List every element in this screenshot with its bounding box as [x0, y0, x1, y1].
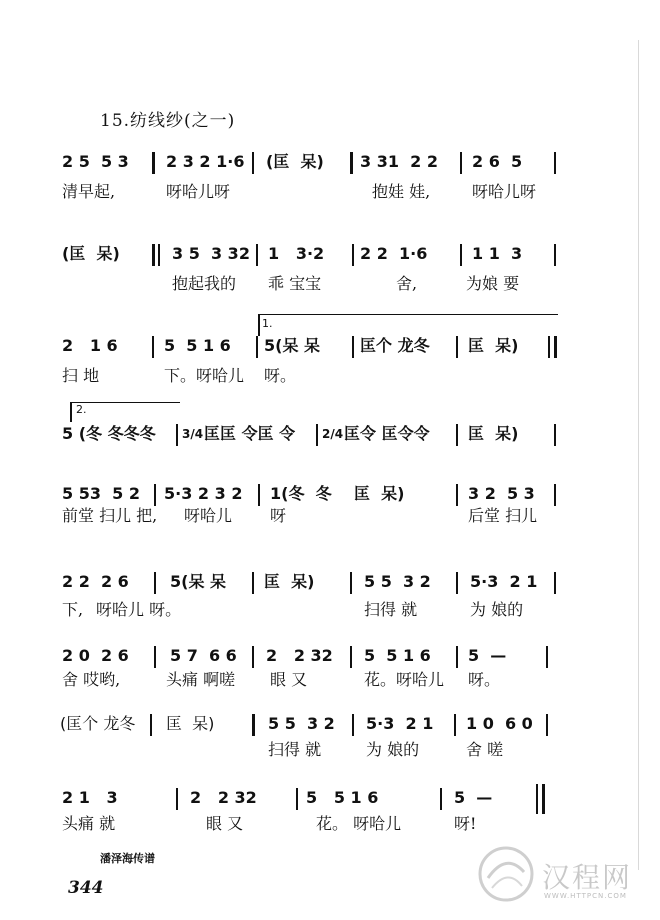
measure-notes: 2 2 2 6 [62, 572, 129, 591]
lyric-text: 花。 呀哈儿 [316, 814, 402, 833]
measure-notes: 1 3·2 [268, 244, 325, 263]
lyric-text: 呀哈儿 [184, 506, 233, 525]
lyric-text: 抱起我的 [172, 274, 237, 293]
barline [176, 788, 178, 810]
measure-notes: 匡 呆) [354, 484, 405, 503]
notation-line [0, 244, 660, 270]
time-signature: 2/4 [322, 427, 344, 441]
measure-notes: 2 2 1·6 [360, 244, 428, 263]
lyric-text: 乖 宝宝 [268, 274, 322, 293]
barline [350, 646, 352, 668]
barline [252, 572, 254, 594]
repeat-end-barline [554, 336, 557, 358]
lyrics-line [0, 670, 660, 696]
measure-notes: 5 5 3 2 [364, 572, 431, 591]
watermark-url: WWW.HTTPCN.COM [544, 892, 627, 900]
watermark-logo-icon [470, 838, 542, 910]
lyric-text: 眼 又 [270, 670, 308, 689]
repeat-start-barline [158, 244, 160, 266]
measure-notes: 5 — [468, 646, 507, 665]
measure-notes: 5(呆 呆 [264, 336, 321, 355]
lyric-text: 舍, [396, 274, 418, 293]
barline [350, 572, 352, 594]
measure-notes: (匡 呆) [266, 152, 324, 171]
notation-line [0, 317, 660, 362]
barline [440, 788, 442, 810]
lyrics-line [0, 600, 660, 626]
measure-notes: 2 5 5 3 [62, 152, 129, 171]
barline [150, 714, 152, 736]
lyric-text: 前堂 扫儿 把, [62, 506, 158, 525]
barline [460, 152, 462, 174]
lyric-text: 后堂 扫儿 [468, 506, 538, 525]
measure-notes: 1(冬 冬 [270, 484, 332, 503]
barline [296, 788, 298, 810]
barline [258, 484, 260, 506]
volta-bracket [258, 314, 558, 315]
measure-notes: 匡 呆) [264, 572, 315, 591]
barline [154, 484, 156, 506]
page-number: 344 [68, 878, 104, 898]
lyric-text: 眼 又 [206, 814, 244, 833]
lyric-text: 扫 地 [62, 366, 100, 385]
lyric-text: 为 娘的 [470, 600, 524, 619]
lyric-text: 呀! [454, 814, 477, 833]
measure-notes: 匡令 匡令令 [344, 424, 430, 443]
barline [154, 572, 156, 594]
barline [460, 244, 462, 266]
lyric-text: 扫得 就 [364, 600, 418, 619]
measure-notes: 3 5 3 32 [172, 244, 250, 263]
barline [456, 336, 458, 358]
song-title: 15.纺线纱(之一) [100, 111, 236, 131]
lyric-text: 下。呀哈儿 [164, 366, 245, 385]
barline [350, 152, 353, 174]
lyric-text: 为娘 要 [466, 274, 520, 293]
measure-notes: 2 2 32 [190, 788, 257, 807]
barline [316, 424, 318, 446]
barline [252, 646, 254, 668]
volta-bracket [70, 402, 180, 403]
barline [554, 484, 556, 506]
notation-line [0, 646, 660, 672]
measure-notes: 5 5 1 6 [164, 336, 231, 355]
measure-notes: 1 0 6 0 [466, 714, 533, 733]
measure-notes: 2 2 32 [266, 646, 333, 665]
lyric-text: 下, [62, 600, 84, 619]
final-barline [542, 784, 545, 814]
notation-line [0, 788, 660, 814]
measure-notes: 2 1 6 [62, 336, 118, 355]
barline [456, 424, 458, 446]
barline [152, 336, 154, 358]
lyric-text: 呀。 [468, 670, 501, 689]
final-barline [536, 784, 538, 814]
barline [352, 714, 354, 736]
measure-notes: 2 6 5 [472, 152, 523, 171]
volta-bracket [258, 314, 260, 336]
watermark-text: 汉程网 [542, 861, 633, 894]
volta-2-label: 2. [76, 403, 87, 416]
barline [152, 152, 155, 174]
measure-notes: 2 3 2 1·6 [166, 152, 245, 171]
measure-notes: 5 5 3 2 [268, 714, 335, 733]
measure-notes: 5 5 1 6 [306, 788, 379, 807]
lyric-text: 清早起, [62, 182, 116, 201]
measure-notes: 匡 呆) [166, 714, 215, 733]
lyric-text: 呀哈儿 呀。 [96, 600, 182, 619]
barline [154, 646, 156, 668]
lyrics-line [0, 366, 660, 392]
barline [456, 572, 458, 594]
barline [256, 244, 258, 266]
barline [456, 646, 458, 668]
barline [352, 336, 354, 358]
measure-notes: 3 31 2 2 [360, 152, 438, 171]
barline [554, 572, 556, 594]
measure-notes: 2 1 3 [62, 788, 118, 807]
barline [456, 484, 458, 506]
lyric-text: 花。呀哈儿 [364, 670, 445, 689]
measure-notes: (匡 呆) [62, 244, 120, 263]
measure-notes: 5 (冬 冬冬冬 [62, 424, 156, 443]
notation-line [0, 572, 660, 598]
notation-line [0, 403, 660, 450]
lyric-text: 呀。 [264, 366, 297, 385]
measure-notes: 5 7 6 6 [170, 646, 237, 665]
lyric-text: 舍 哎哟, [62, 670, 121, 689]
measure-notes: 5·3 2 1 [366, 714, 434, 733]
measure-notes: 5 5 1 6 [364, 646, 431, 665]
barline [252, 152, 254, 174]
lyric-text: 为 娘的 [366, 740, 420, 759]
barline [546, 714, 548, 736]
barline [454, 714, 456, 736]
barline [256, 336, 258, 358]
measure-notes: (匡个 龙冬 [60, 714, 136, 733]
measure-notes: 1 1 3 [472, 244, 523, 263]
measure-notes: 5·3 2 1 [470, 572, 538, 591]
lyric-text: 呀哈儿呀 [166, 182, 231, 201]
measure-notes: 3 2 5 3 [468, 484, 535, 503]
lyrics-line [0, 274, 660, 300]
barline [176, 424, 178, 446]
lyric-text: 呀哈儿呀 [472, 182, 537, 201]
notation-line [0, 714, 660, 740]
time-signature: 3/4 [182, 427, 204, 441]
barline [252, 714, 255, 736]
lyrics-line [0, 506, 660, 532]
lyrics-line [0, 182, 660, 208]
barline [352, 244, 354, 266]
measure-notes: 匡个 龙冬 [360, 336, 430, 355]
measure-notes: 5·3 2 3 2 [164, 484, 243, 503]
lyrics-line [0, 814, 660, 840]
lyric-text: 舍 嗟 [466, 740, 504, 759]
measure-notes: 2 0 2 6 [62, 646, 129, 665]
lyric-text: 扫得 就 [268, 740, 322, 759]
transcriber-credit: 潘泽海传谱 [100, 852, 155, 865]
measure-notes: 5 53 5 2 [62, 484, 140, 503]
repeat-end-barline [548, 336, 550, 358]
barline [546, 646, 548, 668]
repeat-start-barline [152, 244, 155, 266]
barline [554, 152, 556, 174]
lyric-text: 头痛 就 [62, 814, 116, 833]
measure-notes: 匡 呆) [468, 336, 519, 355]
measure-notes: 5(呆 呆 [170, 572, 227, 591]
volta-bracket [70, 402, 72, 422]
lyric-text: 抱娃 娃, [372, 182, 431, 201]
lyric-text: 呀 [270, 506, 287, 525]
site-watermark [470, 838, 650, 910]
barline [554, 244, 556, 266]
measure-notes: 5 — [454, 788, 493, 807]
measure-notes: 匡匡 令匡 令 [204, 424, 296, 443]
barline [554, 424, 556, 446]
volta-1-label: 1. [262, 317, 273, 330]
notation-line [0, 152, 660, 178]
lyric-text: 头痛 啊嗟 [166, 670, 236, 689]
lyrics-line [0, 740, 660, 766]
measure-notes: 匡 呆) [468, 424, 519, 443]
